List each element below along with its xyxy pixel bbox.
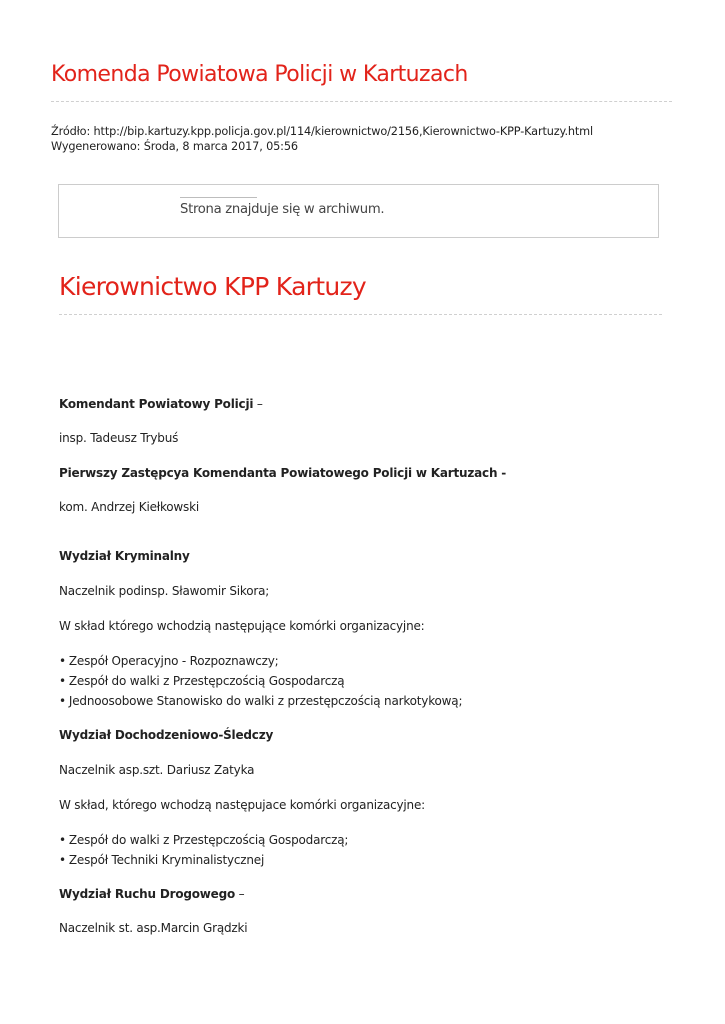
page-title: Kierownictwo KPP Kartuzy: [59, 272, 367, 301]
document-meta: [51, 124, 593, 154]
traffic-chief: Naczelnik st. asp.Marcin Grądzki: [59, 921, 248, 935]
archive-notice-box: [58, 184, 659, 238]
deputy-label: Pierwszy Zastępcya Komendanta Powiatowego Policji w Kartuzach -: [59, 466, 507, 480]
investigation-intro: W skład, którego wchodzą następujace komórki organizacyjne:: [59, 798, 425, 812]
commander-line: [59, 397, 263, 411]
generated-date: Wygenerowano: Środa, 8 marca 2017, 05:56: [51, 140, 298, 153]
criminal-chief: Naczelnik podinsp. Sławomir Sikora;: [59, 584, 270, 598]
list-item: • Zespół Techniki Kryminalistycznej: [59, 853, 264, 867]
archive-notice-text: Strona znajduje się w archiwum.: [180, 202, 385, 217]
commander-label: Komendant Powiatowy Policji: [59, 397, 254, 411]
commander-suffix: –: [253, 397, 263, 411]
list-item: • Jednoosobowe Stanowisko do walki z przestępczością narkotykową;: [59, 694, 462, 708]
deputy-name: kom. Andrzej Kiełkowski: [59, 500, 199, 514]
source-url: Źródło: http://bip.kartuzy.kpp.policja.gov.pl/114/kierownictwo/2156,Kierownictwo-KPP-Kartuzy.html: [51, 125, 594, 138]
archive-notice-rule: [180, 197, 257, 198]
investigation-heading: Wydział Dochodzeniowo-Śledczy: [59, 728, 274, 742]
page-title-divider: [59, 314, 662, 315]
site-title-divider: [51, 101, 672, 102]
traffic-heading: Wydział Ruchu Drogowego: [59, 887, 236, 901]
list-item: • Zespół do walki z Przestępczością Gospodarczą;: [59, 833, 348, 847]
traffic-heading-suffix: –: [235, 887, 245, 901]
criminal-heading: Wydział Kryminalny: [59, 549, 190, 563]
investigation-chief: Naczelnik asp.szt. Dariusz Zatyka: [59, 763, 255, 777]
commander-name: insp. Tadeusz Trybuś: [59, 431, 179, 445]
criminal-intro: W skład którego wchodzią następujące komórki organizacyjne:: [59, 619, 425, 633]
list-item: • Zespół Operacyjno - Rozpoznawczy;: [59, 654, 279, 668]
list-item: • Zespół do walki z Przestępczością Gospodarczą: [59, 674, 344, 688]
site-title: Komenda Powiatowa Policji w Kartuzach: [51, 62, 468, 87]
traffic-heading-line: [59, 887, 244, 901]
